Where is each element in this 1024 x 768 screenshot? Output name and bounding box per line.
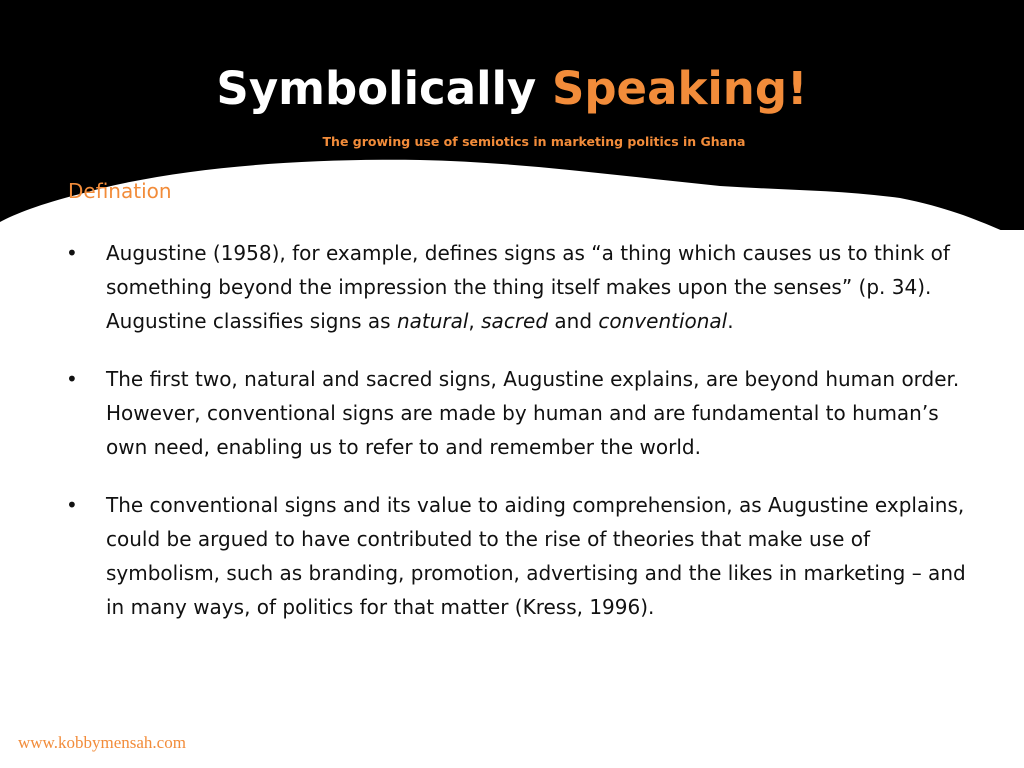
bullet-item xyxy=(60,488,980,624)
term-sacred: sacred xyxy=(481,309,549,333)
slide-title-main: Symbolically xyxy=(216,62,537,115)
bullet-list xyxy=(60,236,980,648)
bullet-item xyxy=(60,236,980,338)
slide-subtitle: The growing use of semiotics in marketing politics in Ghana xyxy=(322,134,746,149)
bullet-text: The conventional signs and its value to aiding comprehension, as Augustine explains, could be argued to have contributed to the rise of theories that make use of symbolism, such as branding, promotion, advertising and the likes in marketing – and in many ways, of politics for that matter (Kress, 1996). xyxy=(106,493,966,619)
bullet-item xyxy=(60,362,980,464)
bullet-icon: • xyxy=(66,241,78,265)
section-heading: Defination xyxy=(68,179,172,203)
term-conventional: conventional xyxy=(598,309,728,333)
footer-url: www.kobbymensah.com xyxy=(18,733,186,752)
slide-title xyxy=(0,62,1024,115)
bullet-icon: • xyxy=(66,367,78,391)
bullet-text: The first two, natural and sacred signs, Augustine explains, are beyond human order. However, conventional signs are made by human and are fundamental to human’s own need, enabling us to refer to and remember the world. xyxy=(106,367,960,459)
slide-title-accent: Speaking! xyxy=(551,62,808,115)
bullet-icon: • xyxy=(66,493,78,517)
bullet-text: Augustine (1958), for example, defines signs as “a thing which causes us to think of something beyond the impression the thing itself makes upon the senses” (p. 34). Augustine classifies signs as natural, sacred and conventional. xyxy=(106,241,950,333)
term-natural: natural xyxy=(396,309,469,333)
